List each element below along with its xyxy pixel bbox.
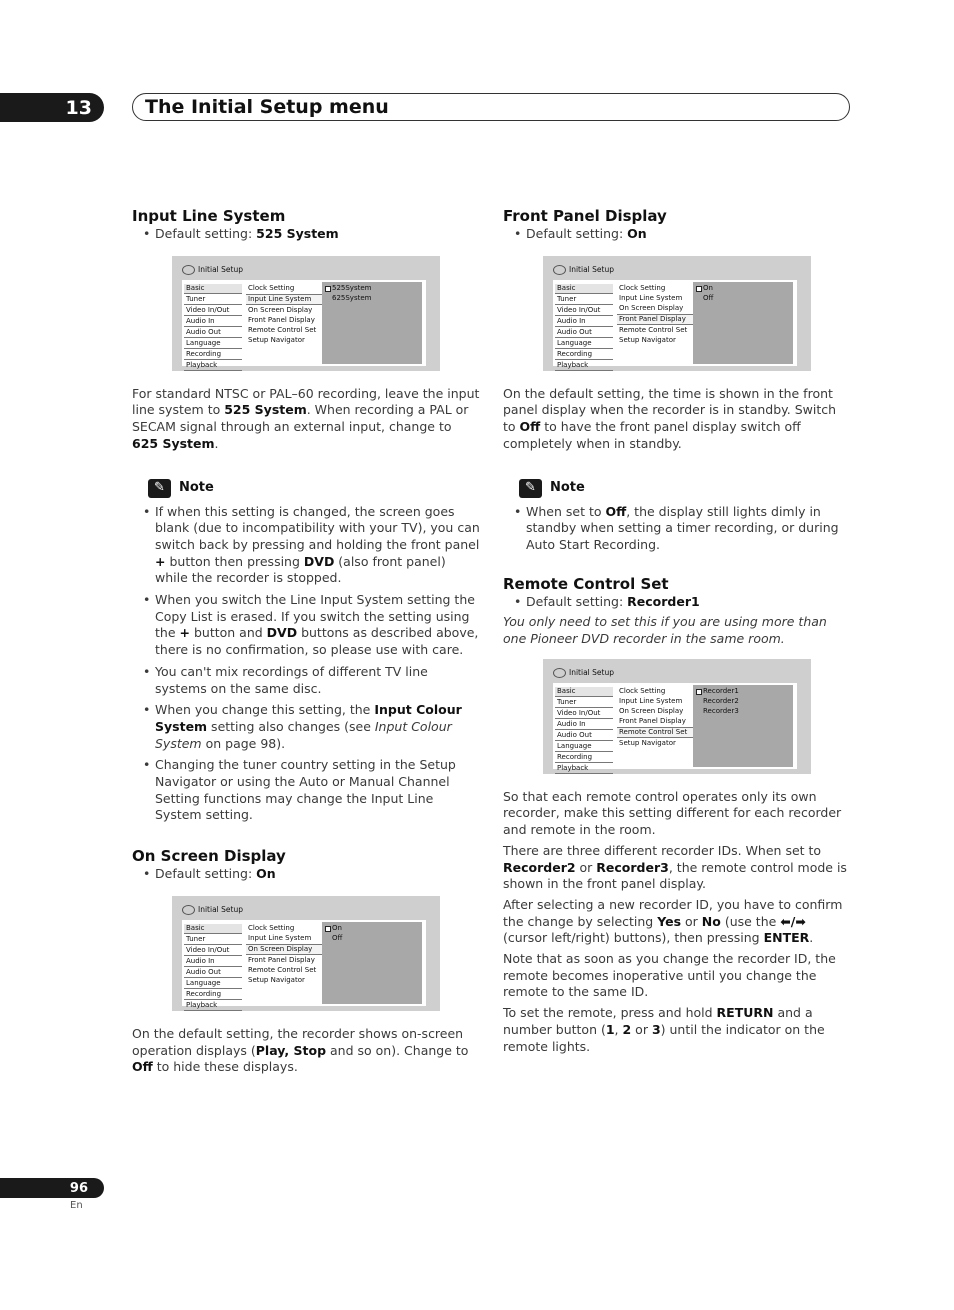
screen-option-item: Recorder3 <box>703 706 739 715</box>
setup-screen-front-panel <box>543 256 811 371</box>
screen-menu-item: Setup Navigator <box>248 335 305 344</box>
screen-category-item: Audio Out <box>184 328 242 338</box>
screen-menu-item: Input Line System <box>619 293 683 302</box>
paragraph: To set the remote, press and hold RETURN and a number button (1, 2 or 3) until the indicator on the remote lights. <box>503 1005 825 1054</box>
screen-menu-item: Remote Control Set <box>617 727 693 738</box>
screen-menu-item: Remote Control Set <box>248 325 317 334</box>
screen-menu-item: Front Panel Display <box>248 955 315 964</box>
pencil-icon: ✎ <box>148 479 171 498</box>
screen-menu-item: Front Panel Display <box>619 716 686 725</box>
screen-category-item: Audio In <box>555 720 613 730</box>
screen-category-item: Playback <box>184 361 242 371</box>
disc-icon <box>553 265 566 275</box>
note-heading: ✎ Note <box>519 479 851 498</box>
screen-menu-item: Clock Setting <box>619 686 666 695</box>
screen-option-item: On <box>324 924 420 933</box>
list-item: • When you switch the Line Input System setting the Copy List is erased. If you switch the setting using the + button and DVD buttons as described above, there is no confirmation, so please use with care. <box>132 592 480 659</box>
screen-category-item: Audio Out <box>555 731 613 741</box>
screen-menu-item: Remote Control Set <box>248 965 317 974</box>
screen-category-item: Recording <box>184 350 242 360</box>
list-item: • If when this setting is changed, the screen goes blank (due to incompatibility with your TV), you can switch back by pressing and holding the front panel + button then pressing DVD (also front panel) while the recorder is stopped. <box>132 504 480 588</box>
screen-category-item: Tuner <box>184 935 242 945</box>
list-item: • Changing the tuner country setting in the Setup Navigator or using the Auto or Manual Channel Setting functions may change the Input Line System setting. <box>132 757 480 824</box>
screen-menu-item: Setup Navigator <box>619 335 676 344</box>
disc-icon <box>182 905 195 915</box>
note-heading: ✎ Note <box>148 479 480 498</box>
screen-option-item: 625System <box>332 293 372 302</box>
chapter-number: 13 <box>0 93 104 122</box>
screen-menu-item: Front Panel Display <box>248 315 315 324</box>
screen-menu-item: Setup Navigator <box>619 738 676 747</box>
screen-option-item: Recorder1 <box>695 687 791 696</box>
screen-category-item: Basic <box>555 284 613 294</box>
paragraph: On the default setting, the recorder shows on-screen operation displays (Play, Stop and so on). Change to Off to hide these displays. <box>132 1025 469 1075</box>
chapter-title: The Initial Setup menu <box>132 93 850 121</box>
screen-menu-item: Front Panel Display <box>617 314 693 325</box>
pencil-icon: ✎ <box>519 479 542 498</box>
screen-menu-item: Input Line System <box>619 696 683 705</box>
screen-menu-item: Clock Setting <box>248 283 295 292</box>
left-column <box>132 206 480 1076</box>
screen-category-item: Playback <box>184 1001 242 1011</box>
default-setting: • Default setting: Recorder1 <box>514 594 851 611</box>
setup-screen-remote <box>543 659 811 774</box>
screen-category-item: Video In/Out <box>555 306 613 316</box>
screen-category-item: Audio In <box>555 317 613 327</box>
paragraph: On the default setting, the time is shown in the front panel display when the recorder is in standby. Switch to Off to have the front panel display switch off completely when in standby. <box>503 385 837 451</box>
screen-category-item: Video In/Out <box>184 306 242 316</box>
screen-menu-item: On Screen Display <box>248 305 313 314</box>
screen-category-item: Playback <box>555 764 613 774</box>
screen-category-item: Language <box>184 979 242 989</box>
screen-category-item: Tuner <box>184 295 242 305</box>
note-list <box>503 504 851 554</box>
screen-category-item: Audio Out <box>184 968 242 978</box>
screen-menu-item: Input Line System <box>248 933 312 942</box>
screen-category-item: Audio In <box>184 317 242 327</box>
screen-menu-item: On Screen Display <box>246 944 322 955</box>
default-setting: • Default setting: On <box>514 226 851 243</box>
screen-category-item: Language <box>555 742 613 752</box>
screen-category-item: Audio In <box>184 957 242 967</box>
screen-option-item: Recorder2 <box>703 696 739 705</box>
screen-category-item: Recording <box>184 990 242 1000</box>
screen-menu-item: Clock Setting <box>619 283 666 292</box>
paragraph: For standard NTSC or PAL–60 recording, leave the input line system to 525 System. When recording a PAL or SECAM signal through an external input, change to 625 System. <box>132 385 480 451</box>
list-item: • When you change this setting, the Input Colour System setting also changes (see Input Colour System on page 98). <box>132 702 480 752</box>
screen-menu-item: On Screen Display <box>619 706 684 715</box>
screen-category-item: Language <box>184 339 242 349</box>
paragraph: Note that as soon as you change the recorder ID, the remote becomes inoperative until you change the remote to the same ID. <box>503 951 836 1000</box>
default-setting: • Default setting: 525 System <box>143 226 480 243</box>
screen-option-item: 525System <box>324 284 420 293</box>
screen-category-item: Audio Out <box>555 328 613 338</box>
screen-title: Initial Setup <box>182 265 243 275</box>
paragraph: So that each remote control operates only its own recorder, make this setting different for each recorder and remote in the room. <box>503 788 842 838</box>
arrow-left-right-icon: ⬅/➡ <box>780 913 806 929</box>
default-setting: • Default setting: On <box>143 866 480 883</box>
screen-category-item: Tuner <box>555 295 613 305</box>
screen-category-item: Playback <box>555 361 613 371</box>
list-item: • When set to Off, the display still lights dimly in standby when setting a timer recording, or during Auto Start Recording. <box>503 504 851 554</box>
screen-category-item: Video In/Out <box>184 946 242 956</box>
right-column <box>503 206 851 1055</box>
section-heading-remote: Remote Control Set <box>503 574 669 593</box>
section-heading-front-panel: Front Panel Display <box>503 207 667 225</box>
screen-menu-item: Clock Setting <box>248 923 295 932</box>
page-number: 96 <box>0 1178 104 1198</box>
screen-category-item: Video In/Out <box>555 709 613 719</box>
screen-option-item: Off <box>332 933 343 942</box>
screen-title: Initial Setup <box>553 265 614 275</box>
screen-category-item: Basic <box>184 284 242 294</box>
section-heading-on-screen: On Screen Display <box>132 847 286 866</box>
screen-category-item: Basic <box>555 687 613 697</box>
page-language: En <box>70 1200 83 1211</box>
screen-menu-item: Setup Navigator <box>248 975 305 984</box>
paragraph: There are three different recorder IDs. When set to Recorder2 or Recorder3, the remote control mode is shown in the front panel display. <box>503 842 847 892</box>
screen-category-item: Basic <box>184 924 242 934</box>
section-heading-input-line: Input Line System <box>132 207 286 225</box>
screen-menu-item: Input Line System <box>246 294 322 305</box>
note-list <box>132 504 480 825</box>
setup-screen-on-screen <box>172 896 440 1011</box>
screen-menu-item: On Screen Display <box>619 303 684 312</box>
screen-option-item: Off <box>703 293 714 302</box>
setup-screen-input-line <box>172 256 440 371</box>
paragraph: After selecting a new recorder ID, you have to confirm the change by selecting Yes or No (use the ⬅/➡ (cursor left/right) buttons), then pressing ENTER. <box>503 896 843 946</box>
list-item: • You can't mix recordings of different TV line systems on the same disc. <box>132 664 480 697</box>
screen-title: Initial Setup <box>553 668 614 678</box>
screen-menu-item: Remote Control Set <box>619 325 688 334</box>
screen-category-item: Tuner <box>555 698 613 708</box>
screen-title: Initial Setup <box>182 905 243 915</box>
screen-option-item: On <box>695 284 791 293</box>
screen-category-item: Recording <box>555 753 613 763</box>
disc-icon <box>182 265 195 275</box>
italic-note: You only need to set this if you are using more than one Pioneer DVD recorder in the same room. <box>503 614 827 647</box>
disc-icon <box>553 668 566 678</box>
screen-category-item: Recording <box>555 350 613 360</box>
screen-category-item: Language <box>555 339 613 349</box>
